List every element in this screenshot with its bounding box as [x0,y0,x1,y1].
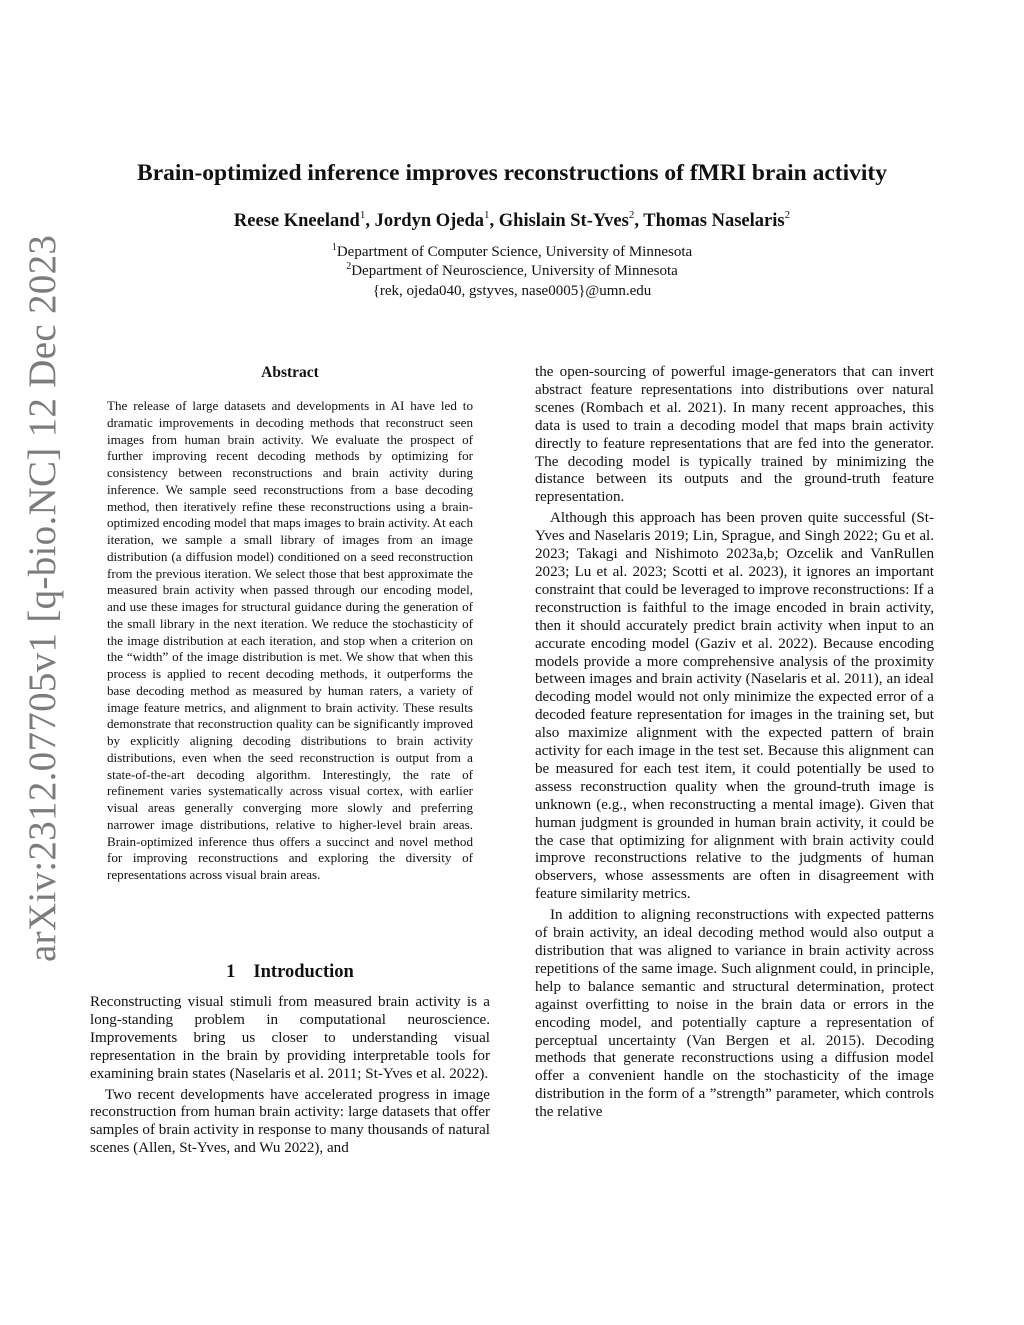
arxiv-margin-stamp: arXiv:2312.07705v1 [q-bio.NC] 12 Dec 2023 [21,234,64,962]
author-name: Thomas Naselaris [643,211,785,231]
section-number: 1 [226,962,236,982]
author-affil-mark: 2 [628,209,635,221]
affiliation-line [0,244,1024,261]
author-name: Jordyn Ojeda [374,211,485,231]
body-paragraph: the open-sourcing of powerful image-generators that can invert abstract feature representations into distributions over natural scenes (Rombach et al. 2021). In many recent approaches, this data is used to train a decoding model that maps brain activity directly to feature representations that are fed into the generator. The decoding model is typically trained by minimizing the distance between its outputs and the ground-truth feature representation. [535,364,934,506]
body-paragraph: Two recent developments have accelerated progress in image reconstruction from human brain activity: large datasets that offer samples of brain activity in response to many thousands of natural scenes (Allen, St-Yves, and Wu 2022), and [90,1086,490,1157]
author-email: {rek, ojeda040, gstyves, nase0005}@umn.edu [372,283,652,299]
affiliation-line [0,263,1024,280]
author-name: Ghislain St-Yves [498,211,629,231]
abstract-heading: Abstract [261,364,319,381]
affiliation-text: Department of Computer Science, University of Minnesota [336,244,693,260]
body-paragraph: Reconstructing visual stimuli from measured brain activity is a long-standing problem in computational neuroscience. Improvements bring us closer to understanding visual representation in the brain by providing interpretable tools for examining brain states (Naselaris et al. 2011; St-Yves et al. 2022). [90,994,490,1082]
author-name: Reese Kneeland [233,211,360,231]
author-affil-mark: 1 [484,209,490,221]
author-list: Reese Kneeland$^1$, Jordyn Ojeda$^1$, Ghislain St-Yves$^2$, Thomas Naselaris$^2$ [233,209,791,231]
body-paragraph: Although this approach has been proven quite successful (St-Yves and Naselaris 2019; Lin, Sprague, and Singh 2022; Gu et al. 2023; Takagi and Nishimoto 2023a,b; Ozcelik and VanRullen 2023; Lu et al. 2023; Scotti et al. 2023), it ignores an important constraint that could be leveraged to improve reconstructions: If a reconstruction is faithful to the image encoded in brain activity, then it should accurately predict brain activity when input to an accurate encoding model (Gaziv et al. 2022). Because encoding models provide a more comprehensive analysis of the proximity between images and brain activity (Naselaris et al. 2011), an ideal decoding model would not only minimize the expected error of a decoded feature representation for images in the training set, but also maximize alignment with the expected pattern of brain activity for each image in the test set. Because this alignment can be measured for each test item, it could potentially be used to assess reconstruction quality when the ground-truth image is unknown (e.g., when reconstructing a mental image). Given that human judgment is grounded in human brain activity, it could be the case that optimizing for alignment with brain activity could improve reconstructions relative to the judgments of human observers, whose assessments are often in disagreement with feature similarity metrics. [535,510,934,903]
right-column-body [535,364,934,1122]
paper-title: Brain-optimized inference improves reconstructions of fMRI brain activity [137,160,887,186]
left-column-body [90,994,490,1158]
abstract-text: The release of large datasets and developments in AI have led to dramatic improvements in decoding methods that reconstruct seen images from human brain activity. We evaluate the prospect of further improving recent decoding methods by optimizing for consistency between reconstructions and brain activity during inference. We sample seed reconstructions from a base decoding method, then iteratively refine these reconstructions using a brain-optimized encoding model that maps images to brain activity. At each iteration, we sample a small library of images from an image distribution (a diffusion model) conditioned on a seed reconstruction from the previous iteration. We select those that best approximate the measured brain activity when passed through our encoding model, and use these images for structural guidance during the generation of the small library in the next iteration. We reduce the stochasticity of the image distribution at each iteration, and stop when a criterion on the “width” of the image distribution is met. We show that when this process is applied to recent decoding methods, it outperforms the base decoding method as measured by human raters, a variety of image feature metrics, and alignment to brain activity. These results demonstrate that reconstruction quality can be significantly improved by explicitly aligning decoding distributions to brain activity distributions, even when the seed reconstruction is output from a state-of-the-art decoding algorithm. Interestingly, the rate of refinement varies systematically across visual cortex, with earlier visual areas generally converging more slowly and preferring narrower image distributions, relative to higher-level brain areas. Brain-optimized inference thus offers a succinct and novel method for improving reconstructions and exploring the diversity of representations across visual brain areas. [107,398,473,882]
author-affil-mark: 2 [784,209,791,221]
body-paragraph: In addition to aligning reconstructions with expected patterns of brain activity, an ideal decoding method would also output a distribution that was aligned to variance in brain activity across repetitions of the same image. Such alignment could, in principle, help to balance semantic and structural determination, protect against overfitting to noise in the brain data or errors in the encoding model, and potentially capture a representation of perceptual uncertainty (Van Bergen et al. 2015). Decoding methods that generate reconstructions using a diffusion model offer a convenient handle on the stochasticity of the image distribution in the form of a ”strength” parameter, which controls the relative [535,907,934,1121]
affiliation-mark: 2 [346,261,352,272]
section-heading-introduction [90,962,490,983]
section-title: Introduction [253,962,354,982]
author-affil-mark: 1 [359,209,366,221]
affiliation-mark: 1 [331,242,337,253]
affiliation-text: Department of Neuroscience, University of Minnesota [351,263,678,279]
